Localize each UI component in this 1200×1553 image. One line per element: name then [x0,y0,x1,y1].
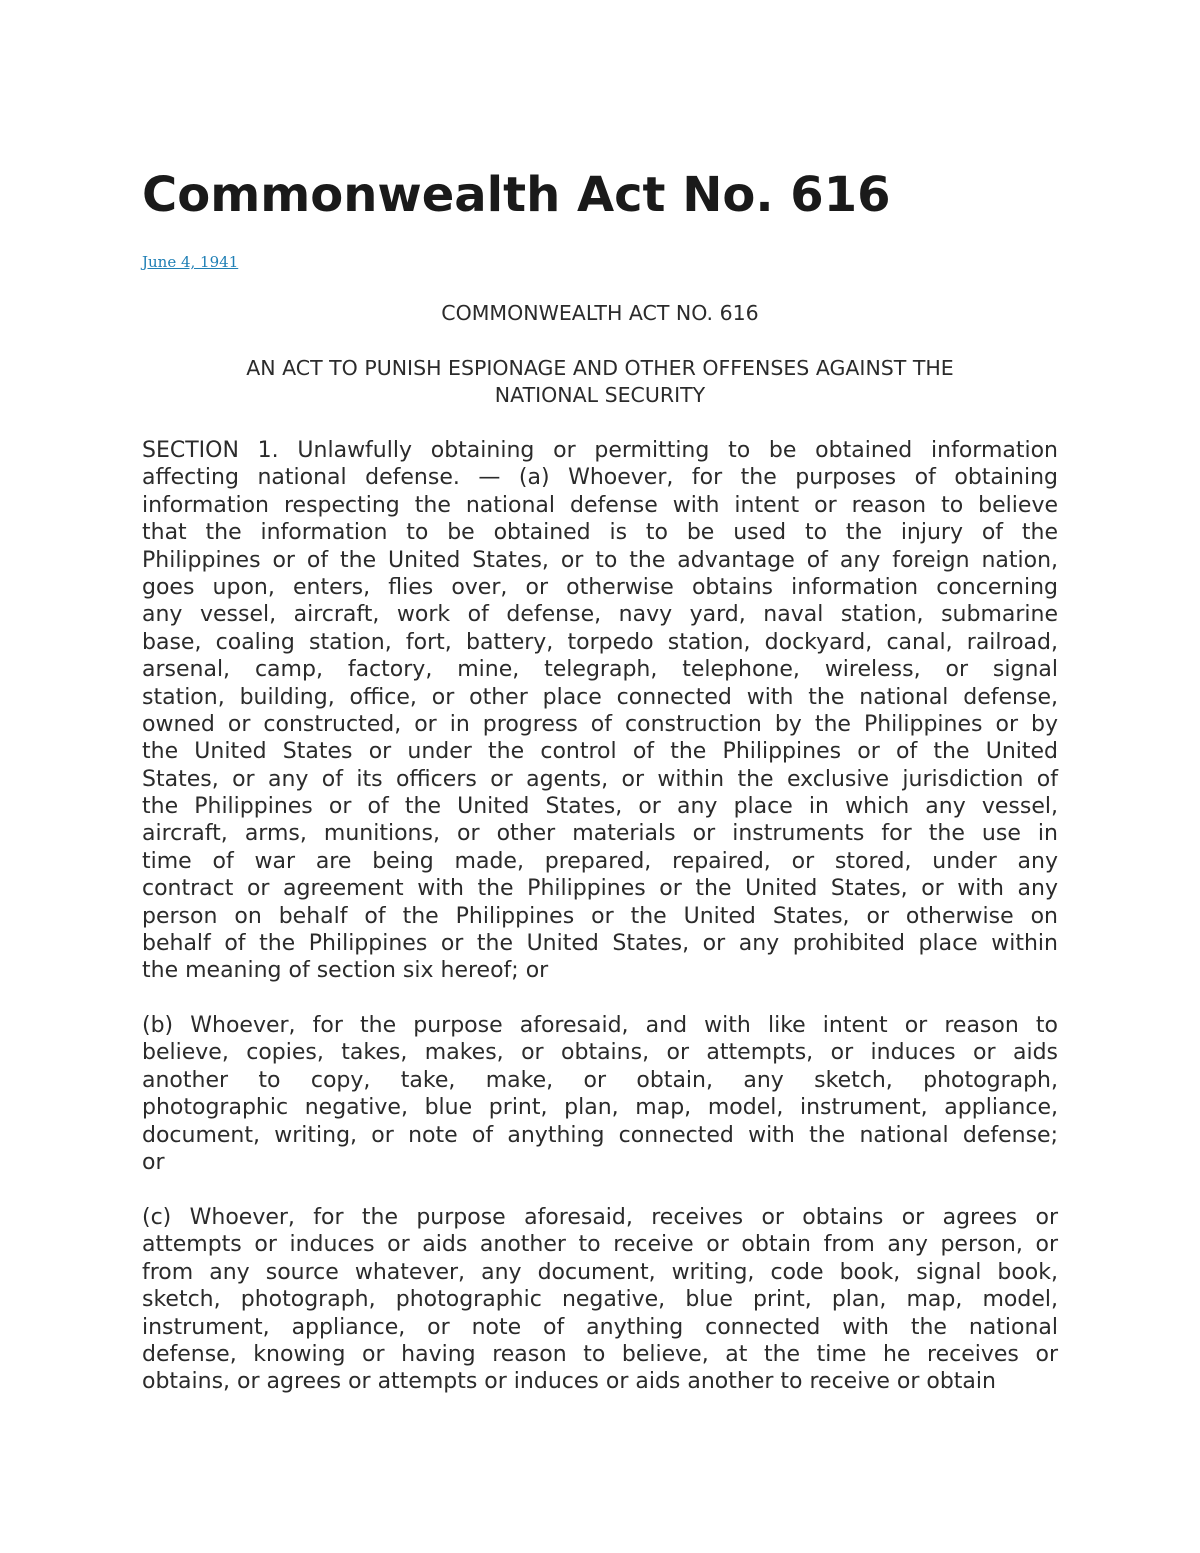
paragraph-line: defense, knowing or having reason to believe, at the time he receives or [142,1341,1058,1367]
paragraph-line: from any source whatever, any document, writing, code book, signal book, [142,1259,1058,1285]
paragraph-b [142,1012,1058,1176]
paragraph-line: person on behalf of the Philippines or the United States, or otherwise on [142,903,1058,929]
paragraph-line: aircraft, arms, munitions, or other materials or instruments for the use in [142,821,1058,847]
paragraph-line: behalf of the Philippines or the United States, or any prohibited place within [142,931,1058,957]
section-1-paragraph-a [142,437,1058,985]
paragraph-line: instrument, appliance, or note of anything connected with the national [142,1314,1058,1340]
act-subject-line: AN ACT TO PUNISH ESPIONAGE AND OTHER OFFENSES AGAINST THE [246,356,954,380]
paragraph-line: SECTION 1. Unlawfully obtaining or permitting to be obtained information [142,438,1058,463]
paragraph-line: base, coaling station, fort, battery, torpedo station, dockyard, canal, railroad, [142,629,1058,655]
paragraph-line: arsenal, camp, factory, mine, telegraph, telephone, wireless, or signal [142,657,1058,683]
paragraph-line: or [142,1149,165,1175]
act-number-heading: COMMONWEALTH ACT NO. 616 [441,301,759,325]
paragraph-line: States, or any of its officers or agents, or within the exclusive jurisdiction of [142,766,1058,792]
act-subject-heading [142,355,1058,409]
paragraph-line: document, writing, or note of anything connected with the national defense; [142,1122,1058,1148]
paragraph-line: attempts or induces or aids another to receive or obtain from any person, or [142,1232,1058,1258]
paragraph-line: photographic negative, blue print, plan, map, model, instrument, appliance, [142,1095,1058,1121]
paragraph-line: believe, copies, takes, makes, or obtains, or attempts, or induces or aids [142,1040,1058,1066]
paragraph-line: (b) Whoever, for the purpose aforesaid, and with like intent or reason to [142,1013,1058,1038]
paragraph-line: goes upon, enters, flies over, or otherwise obtains information concerning [142,574,1058,600]
paragraph-line: sketch, photograph, photographic negative, blue print, plan, map, model, [142,1287,1058,1313]
document-title: Commonwealth Act No. 616 [142,167,891,223]
paragraph-line: Philippines or of the United States, or to the advantage of any foreign nation, [142,547,1058,573]
date-link[interactable]: June 4, 1941 [142,253,239,271]
paragraph-line: station, building, office, or other place connected with the national defense, [142,684,1058,710]
paragraph-c [142,1204,1058,1396]
paragraph-line: affecting national defense. — (a) Whoever, for the purposes of obtaining [142,465,1058,491]
paragraph-line: another to copy, take, make, or obtain, any sketch, photograph, [142,1067,1058,1093]
paragraph-line: owned or constructed, or in progress of construction by the Philippines or by [142,711,1058,737]
paragraph-line: any vessel, aircraft, work of defense, navy yard, naval station, submarine [142,602,1058,628]
paragraph-line: contract or agreement with the Philippines or the United States, or with any [142,876,1058,902]
paragraph-line: the meaning of section six hereof; or [142,958,549,984]
paragraph-line: the United States or under the control of the Philippines or of the United [142,739,1058,765]
paragraph-line: time of war are being made, prepared, repaired, or stored, under any [142,848,1058,874]
paragraph-line: the Philippines or of the United States, or any place in which any vessel, [142,794,1058,820]
paragraph-line: that the information to be obtained is to be used to the injury of the [142,520,1058,546]
paragraph-line: obtains, or agrees or attempts or induces or aids another to receive or obtain [142,1369,996,1395]
paragraph-line: (c) Whoever, for the purpose aforesaid, receives or obtains or agrees or [142,1205,1058,1230]
act-subject-line: NATIONAL SECURITY [494,383,706,407]
paragraph-line: information respecting the national defense with intent or reason to believe [142,492,1058,518]
